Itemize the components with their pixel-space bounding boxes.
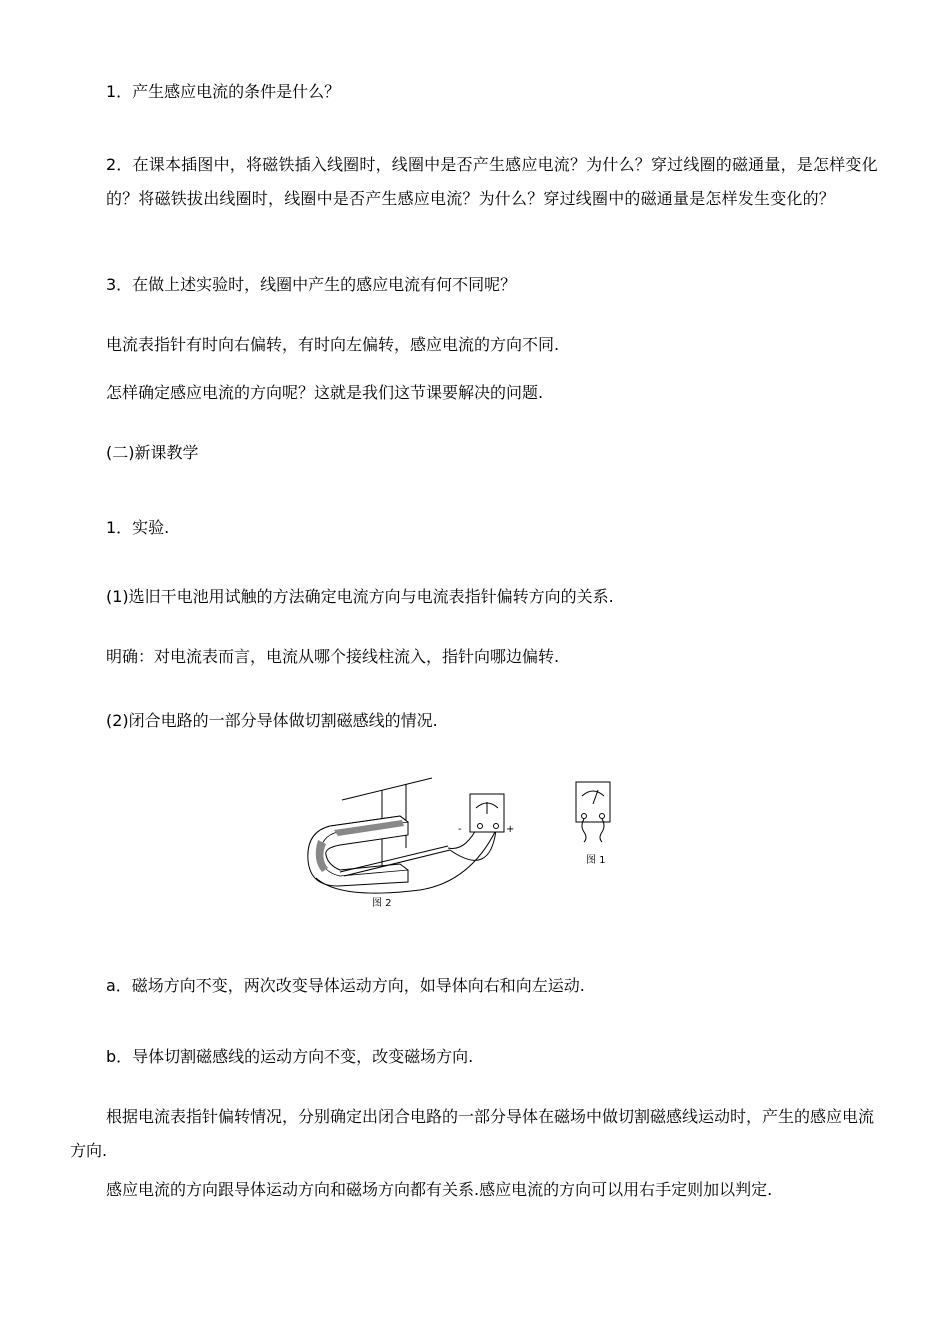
conclusion-1: 根据电流表指针偏转情况，分别确定出闭合电路的一部分导体在磁场中做切割磁感线运动时，产生的感应电流方向. — [70, 1107, 875, 1160]
lead-in-text: 怎样确定感应电流的方向呢？这就是我们这节课要解决的问题. — [106, 383, 544, 402]
terminal-negative — [478, 824, 483, 829]
case-a: a．磁场方向不变，两次改变导体运动方向，如导体向右和向左运动. — [106, 976, 585, 995]
terminal-positive — [494, 824, 499, 829]
section-heading: (二)新课教学 — [106, 443, 199, 462]
figure-2-caption: 图 2 — [372, 898, 392, 909]
conclusion-2: 感应电流的方向跟导体运动方向和磁场方向都有关系.感应电流的方向可以用右手定则加以判定. — [106, 1180, 773, 1199]
figure-1-caption: 图 1 — [586, 855, 606, 866]
case-b: b．导体切割磁感线的运动方向不变，改变磁场方向. — [106, 1047, 474, 1066]
clarification-text: 明确：对电流表而言，电流从哪个接线柱流入，指针向哪边偏转. — [106, 647, 560, 666]
rail-line — [342, 778, 432, 800]
answer-text: 电流表指针有时向右偏转，有时向左偏转，感应电流的方向不同. — [106, 335, 560, 354]
question-1: 1．产生感应电流的条件是什么？ — [106, 82, 341, 101]
terminal-right — [600, 814, 605, 819]
experiment-step-2: (2)闭合电路的一部分导体做切割磁感线的情况. — [106, 711, 438, 730]
question-2: 2．在课本插图中，将磁铁插入线圈时，线圈中是否产生感应电流？为什么？穿过线圈的磁通量，是怎样变化的？将磁铁拔出线圈时，线圈中是否产生感应电流？为什么？穿过线圈中的磁通量是怎样发生变化的？ — [106, 155, 878, 208]
minus-sign: - — [458, 824, 462, 835]
experiment-step-1: (1)选旧干电池用试触的方法确定电流方向与电流表指针偏转方向的关系. — [106, 587, 614, 606]
question-3: 3．在做上述实验时，线圈中产生的感应电流有何不同呢？ — [106, 275, 517, 294]
experiment-heading: 1．实验. — [106, 518, 170, 537]
experiment-figure — [300, 760, 640, 920]
terminal-left — [582, 814, 587, 819]
plus-sign: + — [506, 824, 515, 835]
